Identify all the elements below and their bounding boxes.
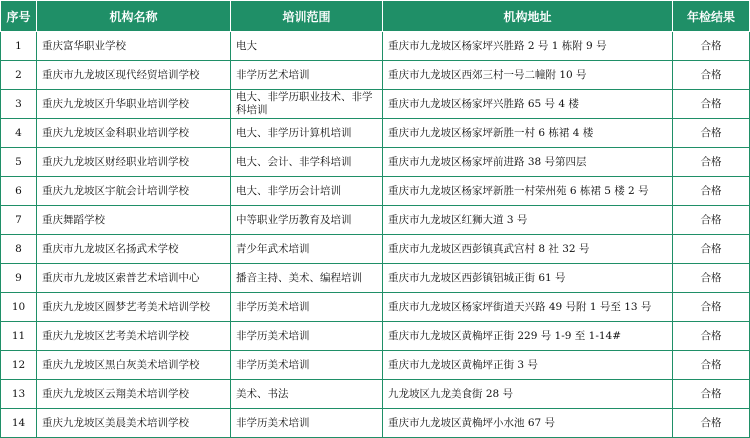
cell-name: 重庆市九龙坡区索普艺术培训中心 <box>37 264 231 293</box>
cell-index: 13 <box>1 380 37 409</box>
cell-name: 重庆九龙坡区升华职业培训学校 <box>37 90 231 119</box>
cell-address: 重庆市九龙坡区杨家坪街道天兴路 49 号附 1 号至 13 号 <box>383 293 673 322</box>
cell-address: 重庆市九龙坡区西郊三村一号二幢附 10 号 <box>383 61 673 90</box>
cell-result: 合格 <box>673 380 750 409</box>
cell-scope: 电大 <box>231 32 383 61</box>
cell-index: 8 <box>1 235 37 264</box>
cell-index: 5 <box>1 148 37 177</box>
cell-name: 重庆九龙坡区宇航会计培训学校 <box>37 177 231 206</box>
cell-index: 10 <box>1 293 37 322</box>
cell-name: 重庆九龙坡区金科职业培训学校 <box>37 119 231 148</box>
table-row <box>1 409 750 438</box>
table-row <box>1 61 750 90</box>
cell-scope: 电大、非学历会计培训 <box>231 177 383 206</box>
cell-address: 重庆市九龙坡区杨家坪新胜一村 6 栋裙 4 楼 <box>383 119 673 148</box>
cell-result: 合格 <box>673 61 750 90</box>
cell-result: 合格 <box>673 264 750 293</box>
table-row <box>1 177 750 206</box>
header-row <box>1 1 750 32</box>
cell-address: 重庆市九龙坡区黄桷坪小水池 67 号 <box>383 409 673 438</box>
header-name: 机构名称 <box>37 1 231 32</box>
table-row <box>1 119 750 148</box>
cell-name: 重庆九龙坡区云翔美术培训学校 <box>37 380 231 409</box>
cell-index: 4 <box>1 119 37 148</box>
header-index: 序号 <box>1 1 37 32</box>
cell-result: 合格 <box>673 235 750 264</box>
cell-result: 合格 <box>673 322 750 351</box>
cell-name: 重庆九龙坡区黑白灰美术培训学校 <box>37 351 231 380</box>
cell-scope: 非学历美术培训 <box>231 409 383 438</box>
cell-address: 重庆市九龙坡区西彭镇铝城正街 61 号 <box>383 264 673 293</box>
cell-address: 重庆市九龙坡区西彭镇真武宫村 8 社 32 号 <box>383 235 673 264</box>
cell-name: 重庆舞蹈学校 <box>37 206 231 235</box>
cell-name: 重庆市九龙坡区现代经贸培训学校 <box>37 61 231 90</box>
table-row <box>1 380 750 409</box>
cell-name: 重庆富华职业学校 <box>37 32 231 61</box>
cell-name: 重庆九龙坡区财经职业培训学校 <box>37 148 231 177</box>
cell-index: 9 <box>1 264 37 293</box>
table-row <box>1 351 750 380</box>
cell-index: 2 <box>1 61 37 90</box>
table-row <box>1 322 750 351</box>
cell-scope: 非学历美术培训 <box>231 293 383 322</box>
header-address: 机构地址 <box>383 1 673 32</box>
cell-scope: 美术、书法 <box>231 380 383 409</box>
header-result: 年检结果 <box>673 1 750 32</box>
cell-result: 合格 <box>673 177 750 206</box>
cell-scope: 播音主持、美术、编程培训 <box>231 264 383 293</box>
cell-scope: 非学历美术培训 <box>231 322 383 351</box>
table-row <box>1 90 750 119</box>
cell-scope: 青少年武术培训 <box>231 235 383 264</box>
cell-index: 1 <box>1 32 37 61</box>
header-scope: 培训范围 <box>231 1 383 32</box>
cell-scope: 电大、会计、非学科培训 <box>231 148 383 177</box>
cell-name: 重庆九龙坡区艺考美术培训学校 <box>37 322 231 351</box>
cell-index: 11 <box>1 322 37 351</box>
cell-result: 合格 <box>673 148 750 177</box>
cell-result: 合格 <box>673 119 750 148</box>
cell-name: 重庆市九龙坡区名扬武术学校 <box>37 235 231 264</box>
table-row <box>1 293 750 322</box>
cell-address: 重庆市九龙坡区黄桷坪正街 3 号 <box>383 351 673 380</box>
cell-result: 合格 <box>673 293 750 322</box>
cell-result: 合格 <box>673 32 750 61</box>
cell-scope: 非学历美术培训 <box>231 351 383 380</box>
table-body <box>1 32 750 438</box>
cell-scope: 电大、非学历计算机培训 <box>231 119 383 148</box>
cell-index: 3 <box>1 90 37 119</box>
table-row <box>1 264 750 293</box>
cell-scope: 中等职业学历教育及培训 <box>231 206 383 235</box>
cell-address: 重庆市九龙坡区红狮大道 3 号 <box>383 206 673 235</box>
cell-address: 重庆市九龙坡区杨家坪兴胜路 2 号 1 栋附 9 号 <box>383 32 673 61</box>
table-row <box>1 148 750 177</box>
cell-scope: 非学历艺术培训 <box>231 61 383 90</box>
cell-result: 合格 <box>673 351 750 380</box>
cell-result: 合格 <box>673 206 750 235</box>
cell-address: 重庆市九龙坡区杨家坪前进路 38 号第四层 <box>383 148 673 177</box>
cell-name: 重庆九龙坡区圆梦艺考美术培训学校 <box>37 293 231 322</box>
cell-address: 重庆市九龙坡区杨家坪兴胜路 65 号 4 楼 <box>383 90 673 119</box>
cell-address: 重庆市九龙坡区黄桷坪正街 229 号 1-9 至 1-14# <box>383 322 673 351</box>
cell-result: 合格 <box>673 409 750 438</box>
cell-scope: 电大、非学历职业技术、非学科培训 <box>231 90 383 119</box>
cell-address: 重庆市九龙坡区杨家坪新胜一村荣州苑 6 栋裙 5 楼 2 号 <box>383 177 673 206</box>
cell-name: 重庆九龙坡区美晨美术培训学校 <box>37 409 231 438</box>
table-row <box>1 235 750 264</box>
cell-index: 6 <box>1 177 37 206</box>
cell-index: 12 <box>1 351 37 380</box>
cell-result: 合格 <box>673 90 750 119</box>
cell-index: 7 <box>1 206 37 235</box>
table-header <box>1 1 750 32</box>
cell-index: 14 <box>1 409 37 438</box>
table-row <box>1 32 750 61</box>
cell-address: 九龙坡区九龙美食街 28 号 <box>383 380 673 409</box>
table-row <box>1 206 750 235</box>
